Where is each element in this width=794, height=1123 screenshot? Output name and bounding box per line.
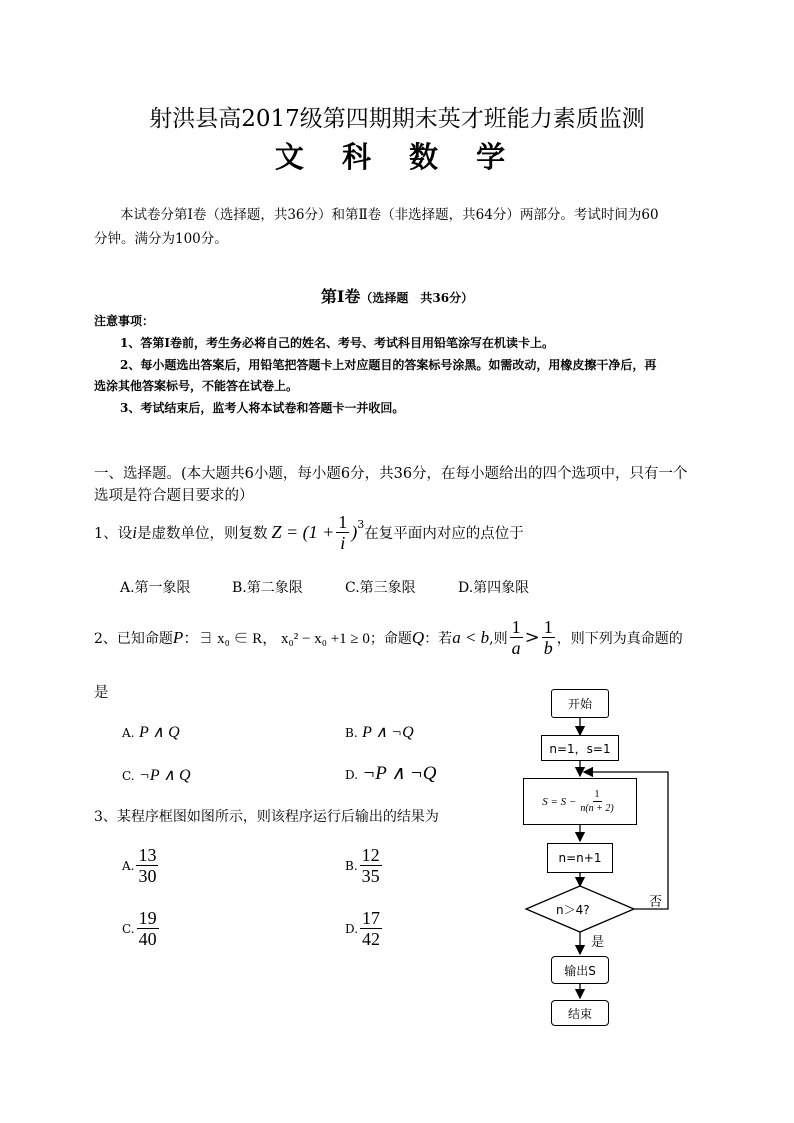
- q1-option-b: B.第二象限: [232, 580, 303, 596]
- note-2-cont: 选涂其他答案标号，不能答在试卷上。: [94, 379, 299, 393]
- q2-gt: >: [524, 627, 540, 648]
- q3-option-d-den: 42: [362, 929, 381, 949]
- q1-expr-right: ): [351, 522, 358, 542]
- flow-update-s-frac: [578, 788, 615, 815]
- q2-suffix: ，则下列为真命题的: [556, 630, 683, 647]
- q1-power: 3: [357, 518, 365, 531]
- q2-ineq: a < b: [452, 627, 490, 647]
- flow-condition: n＞4?: [556, 903, 590, 917]
- section1-heading-line1: 一、选择题。(本大题共6小题，每小题6分，共36分，在每小题给出的四个选项中，只有一个: [94, 466, 688, 482]
- q3-option-a-label: A.: [122, 858, 135, 873]
- flow-yes-label: 是: [591, 935, 605, 950]
- q2-option-c-label: C.: [122, 769, 135, 783]
- flow-update-s-num: 1: [594, 789, 600, 800]
- q3-option-a-den: 30: [138, 866, 157, 886]
- q1-suffix: 在复平面内对应的点位于: [364, 526, 524, 542]
- notice-label: 注意事项：: [94, 314, 155, 328]
- q1-option-d: D.第四象限: [458, 580, 530, 596]
- note-2: 2、每小题选出答案后，用铅笔把答题卡上对应题目的答案标号涂黑。如需改动，用橡皮擦干净后，再: [120, 358, 657, 372]
- q2-option-a-label: A.: [122, 726, 135, 740]
- q2-frac-a-den: a: [511, 638, 521, 658]
- exam-title: 射洪县高2017级第四期期末英才班能力素质监测: [149, 106, 645, 132]
- q1-frac-num: 1: [338, 512, 348, 532]
- intro-line-2: 分钟。满分为100分。: [94, 231, 228, 247]
- q2-cond: ：∃ x₀ ∈ R， x₀² − x₀ +1 ≥ 0: [183, 631, 370, 647]
- flow-no-label: 否: [649, 895, 663, 910]
- flow-init: n=1，s=1: [541, 735, 619, 761]
- q3-option-c-den: 40: [138, 929, 157, 949]
- q1-option-a: A.第一象限: [120, 580, 191, 596]
- q3-option-a-num: 13: [138, 845, 157, 865]
- flow-end: 结束: [551, 1000, 609, 1026]
- flow-output: 输出S: [551, 956, 609, 984]
- flow-update-s-left: S = S −: [542, 795, 577, 808]
- q3-option-b-label: B.: [345, 858, 358, 873]
- section1-heading-line2: 选项是符合题目要求的）: [94, 488, 254, 504]
- flow-update-s: [523, 778, 637, 825]
- q2-mid: ；命题: [369, 630, 412, 647]
- q2-option-d-label: D.: [345, 768, 359, 782]
- q3-option-c-num: 19: [138, 908, 157, 928]
- note-3: 3、考试结束后，监考人将本试卷和答题卡一并收回。: [120, 401, 405, 415]
- q2-q: Q: [411, 627, 425, 647]
- q2-frac-a-num: 1: [511, 617, 521, 637]
- q3-option-c-label: C.: [122, 921, 135, 936]
- q1-prefix: 1、设: [94, 526, 133, 542]
- question-3: 3、某程序框图如图所示，则该程序运行后输出的结果为: [94, 809, 439, 825]
- q1-frac-den: i: [340, 533, 346, 553]
- q2-option-a-expr: P ∧ Q: [138, 724, 180, 741]
- q2-frac-b-den: b: [543, 638, 553, 658]
- q2-prefix: 2、已知命题: [94, 630, 173, 647]
- flow-update-n: n=n+1: [547, 843, 613, 873]
- note-1: 1、答第Ⅰ卷前，考生务必将自己的姓名、考号、考试科目用铅笔涂写在机读卡上。: [120, 336, 554, 350]
- part1-subtitle: （选择题 共36分）: [360, 291, 474, 305]
- q2-p: P: [172, 627, 184, 647]
- flow-start: 开始: [551, 689, 609, 718]
- flow-update-s-den: n(n + 2): [580, 803, 614, 814]
- q2-frac-b-num: 1: [543, 617, 553, 637]
- q1-mid: 是虚数单位，则复数: [136, 526, 268, 542]
- q2-colon: ：若: [424, 630, 453, 647]
- q2-option-b-expr: P ∧ ¬Q: [362, 724, 414, 741]
- q3-option-b-num: 12: [361, 845, 380, 865]
- q3-option-d-label: D.: [345, 921, 359, 936]
- q2-option-d-expr: ¬P ∧ ¬Q: [362, 763, 437, 784]
- part1-title: 第Ⅰ卷: [320, 287, 361, 306]
- q2-then: ,则: [489, 630, 508, 647]
- q2-option-c-expr: ¬P ∧ Q: [139, 767, 191, 784]
- q1-var-i: i: [132, 522, 137, 542]
- q1-option-c: C.第三象限: [345, 580, 416, 596]
- q1-expr-left: Z = (1 +: [271, 522, 335, 542]
- q2-option-b-label: B.: [345, 726, 358, 740]
- q3-option-d-num: 17: [362, 908, 381, 928]
- q2-line-2: 是: [94, 685, 109, 701]
- subject-title: 文 科 数 学: [274, 140, 520, 174]
- intro-line-1: 本试卷分第Ⅰ卷（选择题，共36分）和第Ⅱ卷（非选择题，共64分）两部分。考试时间为60: [120, 207, 659, 223]
- q3-option-b-den: 35: [361, 866, 380, 886]
